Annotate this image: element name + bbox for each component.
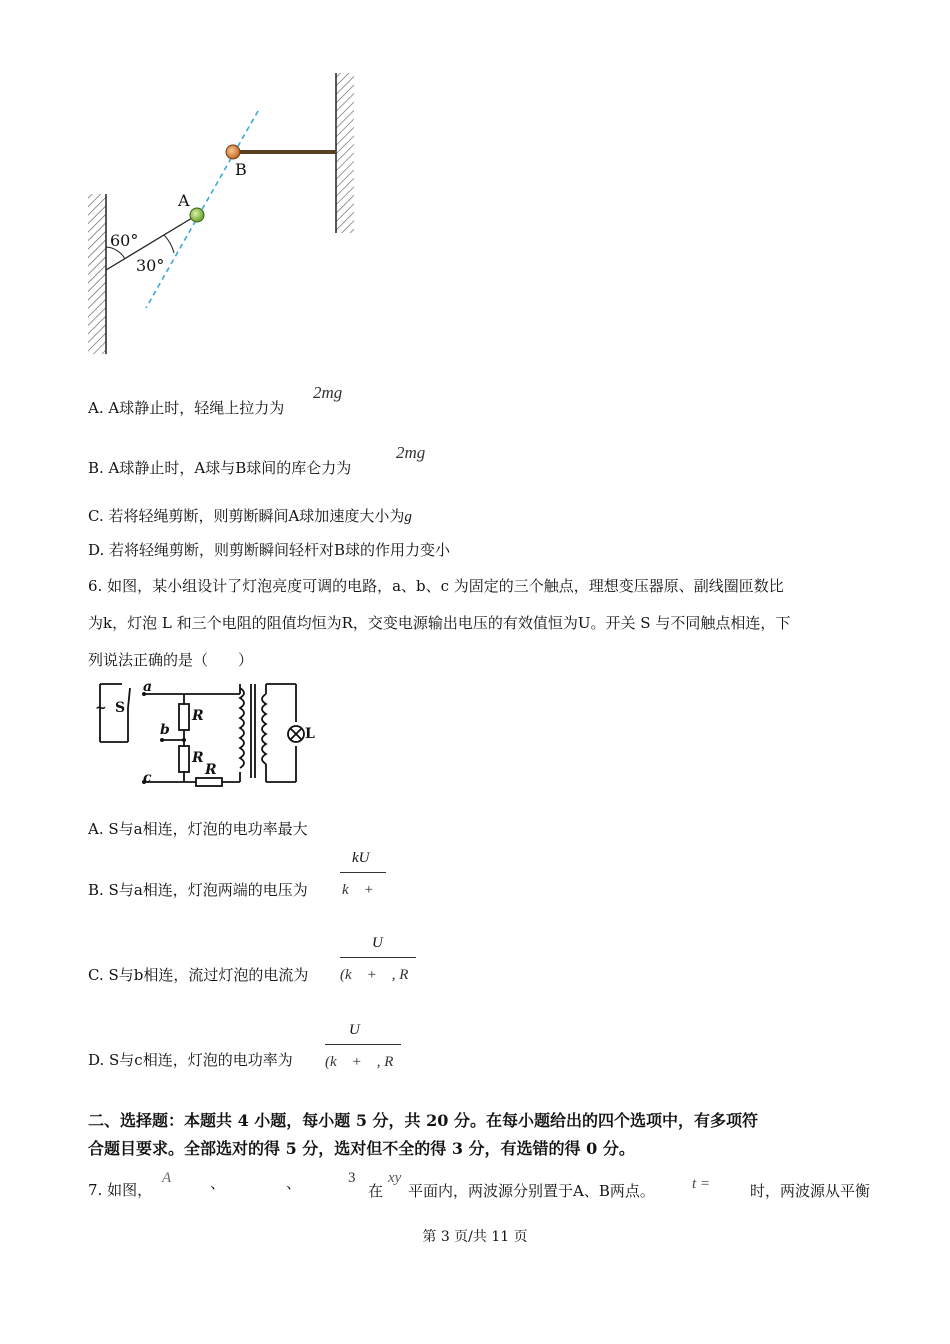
q6-option-d-fraction [325, 1022, 405, 1077]
circuit-contact-b: b [160, 722, 170, 738]
q5-option-b-text: B. A球静止时，A球与B球间的库仑力为 [88, 459, 352, 477]
right-wall [336, 73, 354, 233]
q7-tail: 时，两波源从平衡 [750, 1182, 871, 1200]
q6-option-d-numerator: U [349, 1022, 360, 1038]
circuit-resistor2: R [192, 750, 204, 766]
q6-option-a: A. S与a相连，灯泡的电功率最大 [88, 820, 308, 838]
q5-option-b-math: 2mg [396, 443, 426, 462]
q5-option-c-math: g [404, 509, 412, 525]
q7-math-t: t = [692, 1176, 711, 1192]
ball-a [190, 208, 204, 222]
figure-charged-balls [80, 70, 370, 365]
q7-mid: 在 [368, 1182, 384, 1200]
label-ball-b: B [235, 160, 247, 179]
q5-option-c [88, 506, 412, 527]
q5-option-d [88, 540, 450, 560]
q6-option-c-fraction [340, 935, 420, 990]
circuit-resistor1: R [192, 708, 204, 724]
q6-stem-line1: 6. 如图，某小组设计了灯泡亮度可调的电路，a、b、c 为固定的三个触点，理想变压器原、副线圈匝数比 [88, 577, 784, 595]
q5-option-a [88, 398, 284, 418]
circuit-contact-a: a [143, 679, 153, 695]
q7-math-3: 3 [348, 1170, 356, 1186]
q7-sep1: 、 [210, 1174, 226, 1192]
q7-math-xy: xy [388, 1170, 402, 1186]
circuit-contact-c: c [143, 770, 152, 786]
q6-option-c-denominator: (k + , R [340, 967, 409, 983]
q5-option-a-math: 2mg [313, 383, 343, 402]
label-ball-a: A [178, 191, 190, 210]
q6-option-c-bar [340, 957, 416, 958]
q7-stem [88, 1180, 152, 1200]
q6-option-d-denominator: (k + , R [325, 1054, 394, 1070]
q5-option-d-text: D. 若将轻绳剪断，则剪断瞬间轻杆对B球的作用力变小 [88, 541, 451, 559]
q7-sep2: 、 [286, 1174, 302, 1192]
q6-option-b: B. S与a相连，灯泡两端的电压为 [88, 881, 308, 899]
q6-option-b-numerator: kU [352, 850, 370, 866]
q7-math-a: A [162, 1170, 172, 1186]
section2-heading-line1: 二、选择题：本题共 4 小题，每小题 5 分，共 20 分。在每小题给出的四个选项中，有多项符 [88, 1111, 758, 1130]
q7-text: 平面内，两波源分别置于A、B两点。 [408, 1182, 655, 1200]
q5-option-a-text: A. A球静止时，轻绳上拉力为 [88, 399, 285, 417]
q5-option-b [88, 458, 351, 478]
label-angle-60: 60° [110, 231, 139, 250]
q6-stem-line2: 为k，灯泡 L 和三个电阻的阻值均恒为R，交变电源输出电压的有效值恒为U。开关 S 与不同触点相连，下 [88, 614, 791, 632]
q7-prefix: 7. 如图， [88, 1181, 153, 1199]
angle-arc-30 [164, 235, 174, 253]
section2-heading-line2: 合题目要求。全部选对的得 5 分，选对但不全的得 3 分，有选错的得 0 分。 [88, 1139, 635, 1158]
q5-option-c-text: C. 若将轻绳剪断，则剪断瞬间A球加速度大小为 [88, 507, 405, 525]
circuit-lamp: L [305, 726, 315, 742]
q6-option-c-numerator: U [372, 935, 383, 951]
ball-b [226, 145, 240, 159]
q6-option-b-denominator: k + [342, 882, 374, 898]
page-footer: 第 3 页/共 11 页 [422, 1229, 528, 1245]
left-wall [88, 194, 106, 354]
q6-option-b-bar [340, 872, 386, 873]
q6-option-c: C. S与b相连，流过灯泡的电流为 [88, 966, 309, 984]
circuit-switch: S [115, 700, 126, 716]
circuit-resistor3: R [205, 762, 217, 778]
q6-option-d: D. S与c相连，灯泡的电功率为 [88, 1051, 293, 1069]
q6-option-b-fraction [340, 850, 390, 900]
q6-option-d-bar [325, 1044, 401, 1045]
q6-stem-line3: 列说法正确的是（ ） [88, 651, 254, 669]
circuit-source: ~ [95, 700, 107, 716]
label-angle-30: 30° [136, 256, 165, 275]
